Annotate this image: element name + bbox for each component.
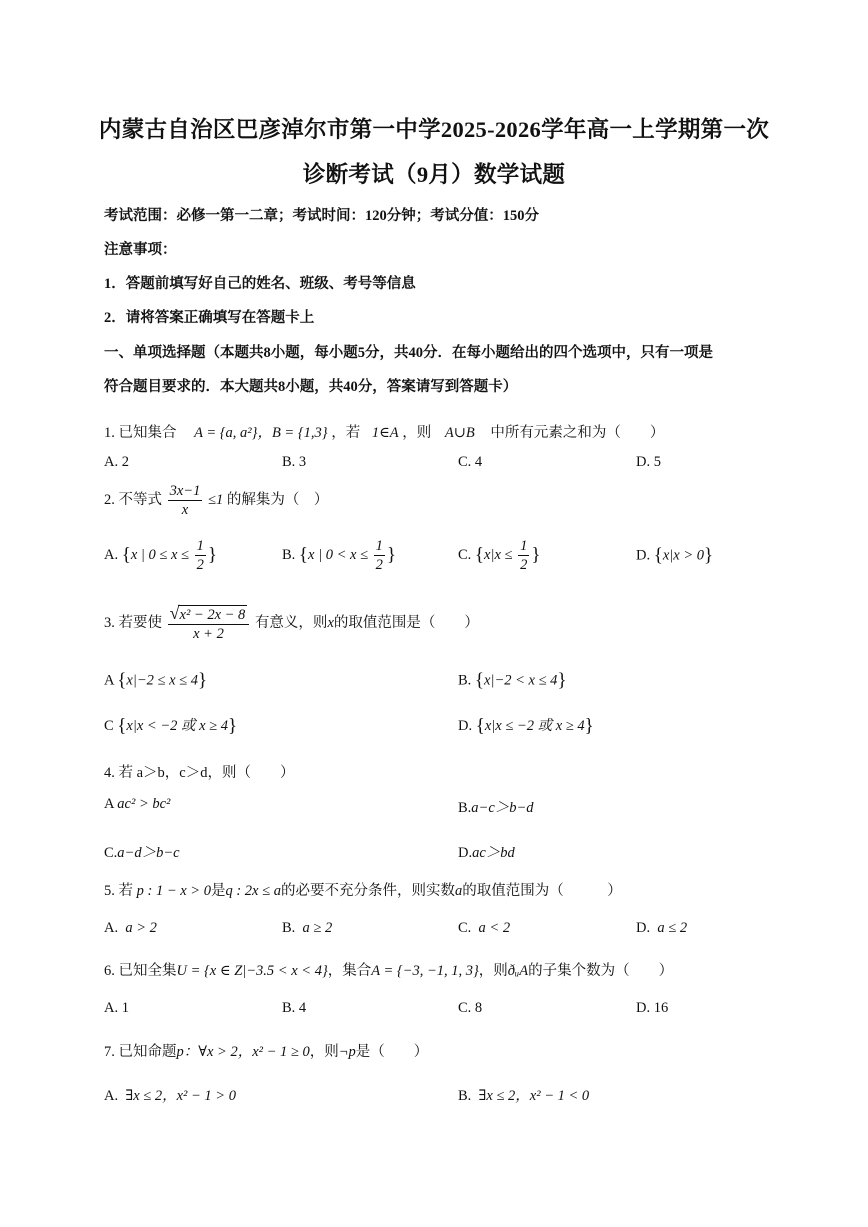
q2a-num: 1 <box>196 538 204 554</box>
q2b-brace-open: { <box>298 544 309 566</box>
q3-frac-den: x + 2 <box>193 626 224 642</box>
q2-suffix: 的解集为（ ） <box>226 491 329 508</box>
q2d-expr: x|x > 0 <box>662 547 705 564</box>
q1-mid2: ，则 <box>402 425 432 441</box>
q7-math-neg: ¬p <box>338 1044 356 1060</box>
q3b-brace-open: { <box>474 670 485 691</box>
q3-suffix: 有意义，则 <box>254 614 328 631</box>
q4d-label: D. <box>458 845 473 861</box>
q5-option-c[interactable] <box>458 920 510 937</box>
q3d-brace-open: { <box>475 715 485 737</box>
sqrt-icon: √ <box>169 603 180 623</box>
q3a-set: x|−2 ≤ x ≤ 4 <box>126 672 198 689</box>
q2-frac-den: x <box>181 502 189 518</box>
q3-fraction <box>168 604 250 643</box>
q5d-label: D. <box>636 920 651 936</box>
q4a-label: A <box>104 796 114 812</box>
q7-suffix: 是（ ） <box>355 1044 429 1060</box>
q6-math-complement: ðᵤA <box>507 963 529 979</box>
q3c-brace-open: { <box>117 715 127 737</box>
section-heading-line-2: 符合题目要求的．本大题共8小题，共40分，答案请写到答题卡） <box>104 379 518 395</box>
q3-option-a[interactable] <box>104 670 207 692</box>
q2b-expr: x | 0 < x ≤ <box>308 546 369 563</box>
q3-option-c[interactable] <box>104 714 237 738</box>
q3d-set: x|x ≤ −2 或 x ≥ 4 <box>484 718 585 734</box>
q4b-label: B. <box>458 800 472 816</box>
q3-end: 的取值范围是（ ） <box>333 614 479 631</box>
exam-title-line-1: 内蒙古自治区巴彦淖尔市第一中学2025-2026学年高一上学期第一次 <box>98 117 770 142</box>
q4d-expr: ac＞bd <box>472 845 515 861</box>
question-7-stem <box>104 1040 428 1061</box>
q4-option-c[interactable] <box>104 841 180 862</box>
q2a-expr: x | 0 ≤ x ≤ <box>130 546 190 563</box>
q6-option-c[interactable]: C. 8 <box>458 1000 483 1016</box>
q7b-label: B. <box>458 1088 472 1104</box>
q1-option-d[interactable]: D. 5 <box>636 454 661 470</box>
q1-option-c[interactable]: C. 4 <box>458 454 483 470</box>
q5c-expr: a < 2 <box>478 920 511 936</box>
q2c-expr: x|x ≤ <box>484 546 513 563</box>
q2b-den: 2 <box>375 557 383 573</box>
notice-item-1: 1．答题前填写好自己的姓名、班级、考号等信息 <box>104 276 416 292</box>
q3d-brace-close: } <box>584 715 594 737</box>
q5-mid2: 的必要不充分条件，则实数 <box>280 883 455 899</box>
q5-option-a[interactable] <box>104 920 157 937</box>
question-1-stem <box>104 421 664 442</box>
notice-item-2: 2．请将答案正确填写在答题卡上 <box>104 310 315 326</box>
q2-fraction <box>168 482 203 519</box>
q2c-num: 1 <box>520 538 528 554</box>
q6-mid2: ，则 <box>478 963 508 979</box>
q2-option-c[interactable] <box>458 537 541 574</box>
q3-var: x <box>327 614 334 631</box>
q3a-brace-close: } <box>197 670 208 691</box>
q1-math-union: A∪B <box>444 425 475 441</box>
q3-prefix: 3. 若要使 <box>104 614 162 631</box>
q7-mid1: ，则 <box>309 1044 339 1060</box>
q6-option-a[interactable]: A. 1 <box>104 1000 129 1016</box>
q3b-brace-close: } <box>557 670 567 691</box>
q6-math-universal: U = {x ∈ Z|−3.5 < x < 4} <box>176 963 328 979</box>
q7-option-b[interactable] <box>458 1084 589 1105</box>
q4-option-d[interactable] <box>458 841 515 862</box>
q3-option-d[interactable] <box>458 714 594 738</box>
q2b-label: B. <box>282 546 296 563</box>
q3d-label: D. <box>458 718 473 734</box>
q4c-label: C. <box>104 845 118 861</box>
q3-option-b[interactable] <box>458 670 567 692</box>
q4c-expr: a−d＞b−c <box>117 845 180 861</box>
q6-option-b[interactable]: B. 4 <box>282 1000 307 1016</box>
q2a-label: A. <box>104 546 119 563</box>
q3-frac-num <box>168 604 250 625</box>
q2-option-d[interactable] <box>636 545 713 567</box>
q3-sqrt-arg: x² − 2x − 8 <box>179 607 246 623</box>
q1-option-a[interactable]: A. 2 <box>104 454 129 470</box>
q6-math-set: A = {−3, −1, 1, 3} <box>371 963 479 979</box>
q5-option-d[interactable] <box>636 920 687 937</box>
q3c-label: C <box>104 718 114 734</box>
q7a-label: A. <box>104 1088 119 1104</box>
q2-option-a[interactable] <box>104 537 217 574</box>
q7-prefix: 7. 已知命题 <box>104 1044 177 1060</box>
exam-title-line-2: 诊断考试（9月）数学试题 <box>302 162 566 187</box>
q3c-set: x|x < −2 或 x ≥ 4 <box>126 718 228 734</box>
q5a-label: A. <box>104 920 119 936</box>
q2c-den: 2 <box>520 557 528 573</box>
q4-option-b[interactable] <box>458 796 534 817</box>
question-5-stem <box>104 879 622 900</box>
q2c-fraction <box>518 537 529 574</box>
question-2-stem <box>104 482 328 519</box>
question-3-stem <box>104 604 479 643</box>
q5-prefix: 5. 若 <box>104 883 133 899</box>
q4b-expr: a−c＞b−d <box>471 800 534 816</box>
q3b-label: B. <box>458 672 472 689</box>
q5a-expr: a > 2 <box>125 920 157 936</box>
q6-mid1: ，集合 <box>327 963 372 979</box>
exam-info: 考试范围：必修一第一二章；考试时间：120分钟；考试分值：150分 <box>104 208 539 224</box>
q5c-label: C. <box>458 920 472 936</box>
q1-prefix: 1. 已知集合 <box>104 425 177 441</box>
q5-var: a <box>454 883 463 899</box>
q2d-label: D. <box>636 547 651 564</box>
q5-suffix: 的取值范围为（ ） <box>462 883 622 899</box>
q2a-brace-close: } <box>207 544 218 566</box>
q5d-expr: a ≤ 2 <box>657 920 688 936</box>
q7-option-a[interactable] <box>104 1084 236 1105</box>
q5-math-p: p : 1 − x > 0 <box>136 883 211 899</box>
q7b-expr: ∃x ≤ 2，x² − 1 < 0 <box>478 1088 590 1104</box>
q4a-expr: ac² > bc² <box>117 796 171 812</box>
q2c-label: C. <box>458 546 472 563</box>
q2b-brace-close: } <box>386 544 397 566</box>
q3a-label: A <box>104 672 114 689</box>
q2b-fraction <box>374 537 385 574</box>
q5-option-b[interactable] <box>282 920 332 937</box>
q2a-brace-open: { <box>121 544 131 566</box>
q2a-fraction <box>195 537 206 574</box>
q2b-num: 1 <box>375 538 383 554</box>
q1-mid1: ，若 <box>331 425 361 441</box>
question-4-stem: 4. 若 a＞b，c＞d，则（ ） <box>104 765 295 781</box>
q3b-set: x|−2 < x ≤ 4 <box>484 672 558 689</box>
q2c-brace-close: } <box>531 544 541 566</box>
q2-frac-num: 3x−1 <box>169 483 201 499</box>
q2-rel: ≤1 <box>207 491 224 508</box>
section-heading-line-1: 一、单项选择题（本题共8小题，每小题5分，共40分．在每小题给出的四个选项中，只有一项是 <box>104 345 713 361</box>
q6-prefix: 6. 已知全集 <box>104 963 177 979</box>
q7a-expr: ∃x ≤ 2，x² − 1 > 0 <box>125 1088 236 1104</box>
q3c-brace-close: } <box>228 715 238 737</box>
q2-option-b[interactable] <box>282 537 396 574</box>
q2-prefix: 2. 不等式 <box>104 491 162 508</box>
question-6-stem <box>104 959 673 980</box>
q1-math-membership: 1∈A <box>371 425 399 441</box>
q1-suffix: 中所有元素之和为（ ） <box>490 425 665 441</box>
q6-option-d[interactable]: D. 16 <box>636 1000 669 1016</box>
q1-math-sets: A = {a, a²}，B = {1,3} <box>194 425 328 441</box>
q3a-brace-open: { <box>117 670 127 691</box>
q5b-label: B. <box>282 920 296 936</box>
q5-mid1: 是 <box>210 883 226 899</box>
q2c-brace-open: { <box>474 544 485 566</box>
q2d-brace-open: { <box>653 545 663 566</box>
notice-heading: 注意事项： <box>104 242 177 258</box>
q6-suffix: 的子集个数为（ ） <box>528 963 674 979</box>
q2d-brace-close: } <box>704 545 714 566</box>
q1-option-b[interactable]: B. 3 <box>282 454 307 470</box>
q7-math-prop: p：∀x > 2，x² − 1 ≥ 0 <box>176 1044 310 1060</box>
q2a-den: 2 <box>196 557 204 573</box>
q5-math-q: q : 2x ≤ a <box>225 883 281 899</box>
q4-option-a[interactable] <box>104 796 170 813</box>
q5b-expr: a ≥ 2 <box>302 920 333 936</box>
